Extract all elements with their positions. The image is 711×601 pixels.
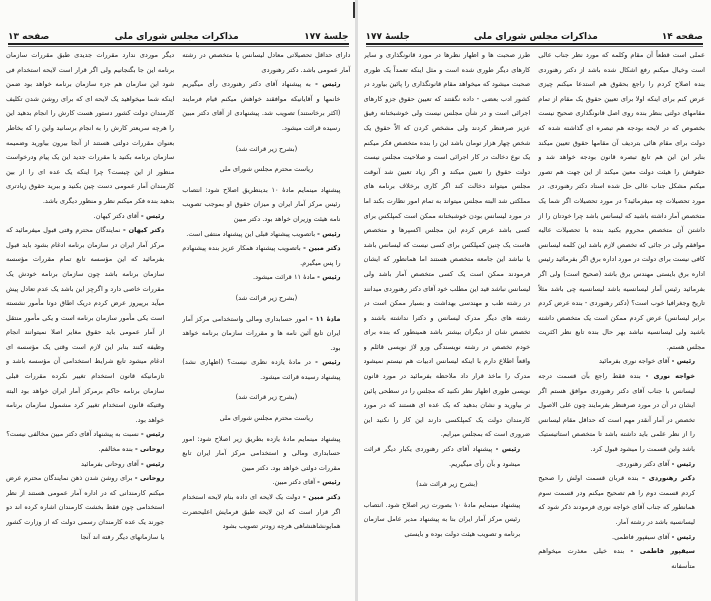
paragraph-text: باتصویب پیشنهاد همکار عزیز بنده پیشنهادم را پس میگیرم. <box>182 244 341 267</box>
left-page-title: مذاکرات مجلس شورای ملی <box>114 32 239 42</box>
speaker-name: رئیس - <box>317 478 341 487</box>
paragraph-text: پیشنهاد آقای دکتر رهنوردی یکبار دیگر قرائت میشود و بآن رأی میگیریم. <box>363 445 521 468</box>
paragraph <box>6 223 174 427</box>
paragraph <box>6 442 174 457</box>
right-session-label: جلسهٔ ۱۷۷ <box>365 32 410 42</box>
right-page-columns <box>364 48 706 595</box>
right-page-right-column <box>538 48 705 595</box>
paragraph-text: (بشرح زیر قرائت شد) <box>235 144 298 153</box>
speaker-name: رئیس - <box>140 211 165 220</box>
paragraph <box>538 354 705 369</box>
paragraph <box>6 427 174 442</box>
paragraph-text: دولت یک لایحه ای داده بنام لایحه استخدام اگر قرار است که این لایحه طبق فرمایش اعلیحضرت همایونشاهنشاهی هرچه زودتر تصویب بشود <box>182 493 341 531</box>
paragraph-text: ریاست محترم مجلس شورای ملی <box>219 414 314 423</box>
right-page-left-column <box>364 48 531 595</box>
speaker-name: رئیس - <box>495 445 521 454</box>
paragraph <box>182 475 350 490</box>
paragraph-text: ریاست محترم مجلس شورای ملی <box>219 165 314 174</box>
paragraph-text: (بشرح زیر قرائت شد) <box>235 293 298 302</box>
paragraph-text: آقای دکتر رهنوردی. <box>616 459 670 468</box>
speaker-name: رئیس - <box>317 229 341 238</box>
speaker-name: مادهٔ ۱۱ - <box>309 314 341 323</box>
speaker-name: رئیس - <box>315 358 341 367</box>
paragraph-text: پیشنهاد مینمایم مادهٔ یازده بطریق زیر اصلاح شود: امور حسابداری ومالی و استخدامی مرکز آمار ایران تابع مقررات دولتی خواهد بود. دکتر مبین <box>182 434 341 472</box>
speaker-name: دکتر مبین - <box>302 493 341 502</box>
paragraph <box>182 241 350 270</box>
paragraph <box>364 442 531 471</box>
paragraph <box>538 457 705 472</box>
paragraph <box>6 48 174 209</box>
right-page <box>357 0 711 601</box>
paragraph <box>182 312 350 356</box>
paragraph-text: بنده قربان قسمت اولش را صحیح کردم قسمت دوم را هم تصحیح میکنم ودر قسمت سوم همانطور که جناب آقای خواجه نوری فرمودند ذکر شود که لیسانسیه باشد در رشته آمار. <box>538 474 695 526</box>
speaker-name: دکتر کیهان - <box>122 226 165 235</box>
header-rule-thin <box>8 46 349 47</box>
paragraph <box>364 498 531 542</box>
left-page-number: صفحه ۱۳ <box>8 32 50 42</box>
paragraph <box>182 432 350 476</box>
header-rule <box>366 43 704 45</box>
paragraph-text: دیگر موردی ندارد مقررات جدیدی طبق مقررات سازمان برنامه این جا بگنجانیم ولی اگر قرار است لایحه استخدام فی شود این سازمان هم جزء سازمان برنامه خواهد بود ضمن اینکه شما میخواهید یک لایحه ای که برای روشن شدن تکلیف کارمندان دولت کشور دستور هست کارش را انجام بدهید این را هرچه سریعتر کارش را به انجام برسانید واین را که بخاطر بعنوان مقررات دولتی هستند از آنجا بیرون بیاورید وضمیمه سازمان برنامه بکنید با مقررات جدید این یک پیام ودرخواست منظور از این چیست؟ چرا اینکه یک عده ای را از بین کارمندان آمار عمومی دست چین بکنید و ببرید حقوق زیادتری بدهید بنده فکر میکنم نظر و منظور دیگری باشد. <box>6 51 175 205</box>
paragraph-text: آقای روحانی بفرمائید <box>81 459 139 468</box>
paragraph <box>538 48 705 354</box>
paragraph <box>182 227 350 242</box>
left-page-right-column <box>182 48 350 595</box>
speaker-name: دکتر رهنوردی - <box>642 474 695 483</box>
paragraph-text: بنده خیلی معذرت میخواهم متأسفانه <box>538 547 695 570</box>
right-page-title: مذاکرات مجلس شورای ملی <box>473 32 598 42</box>
speaker-name: رئیس - <box>671 357 695 366</box>
paragraph-text: نسبت به پیشنهاد آقای دکتر مبین مخالفی نیست؟ <box>6 430 139 439</box>
right-page-number: صفحه ۱۴ <box>661 32 703 42</box>
speaker-name: روحانی - <box>134 474 165 483</box>
speaker-name: رئیس - <box>317 273 341 282</box>
left-page-header <box>8 30 349 44</box>
right-page-header <box>366 30 704 44</box>
paragraph <box>182 270 350 285</box>
paragraph-text: (بشرح زیر قرائت شد) <box>235 393 298 402</box>
speaker-name: سیفپور فاطمی - <box>630 547 695 556</box>
paragraph <box>538 544 705 573</box>
paragraph-text: آقای دکتر مبین. <box>272 478 316 487</box>
speaker-name: رئیس - <box>671 532 695 541</box>
page-gutter <box>355 0 358 601</box>
paragraph-text: به پیشنهاد آقای دکتر رهنوردی رأی میگیریم خانمها و آقایانیکه موافقند خواهش میکنم قیام فرمایند (اکثر برخاستند) تصویب شد. پیشنهادی از آقای دکتر مبین رسیده قرائت میشود. <box>182 80 341 132</box>
paragraph <box>538 471 705 529</box>
left-page-columns <box>6 48 351 595</box>
speaker-name: دکتر مبین - <box>303 244 341 253</box>
paragraph <box>182 48 350 77</box>
gutter-mark <box>353 2 355 18</box>
paragraph-text: مادهٔ ۱۱ قرائت میشود. <box>252 273 316 282</box>
centered-heading <box>182 291 350 306</box>
paragraph-text: برای روشن شدن ذهن نمایندگان محترم عرض میکنم کارمندانی که در اداره آمار عمومی هستند از نظر استخدامی چون فقط بخشت کارمندان اشاره کرده اند دو جورند یک عده کارمندان رسمی دولت که از وزارت کشور یا سازمانهای دیگر رفته اند آنجا <box>6 474 165 541</box>
centered-heading <box>182 162 350 177</box>
header-rule <box>8 43 349 45</box>
speaker-name: رئیس - <box>671 459 695 468</box>
paragraph-text: طرز صحبت ها و اظهار نظرها در مورد قانونگذاری و سایر کارهای دیگر طوری شده است و مثل اینکه تعمداً یک طوری صحبت میشود که میخواهد مقام قانونگذاری را پائین بیاورد در کشور ادب بعضی - داده نگفتند که تعیین حقوق جزو کارهای اجرائی است و در شأن مجلس نیست ولی خوشبختانه رفیق عزیز صرفنظر کردند ولی مشخص کردن که الاّ حقوق یک شخص چهار هزار تومان باشد این را بنده متخصص فکر میکنم یک نوع دخالت در کار اجرائی است و صلاحیت مجلس نیست دولت حقوق را تعیین میکند و اگر زیاد تعیین شد آنوقت مجلس میتواند دخالت کند اگر کاری برخلاف برنامه های مملکتی شد البته مجلس میتواند به تمام امور نظارت بکند اما در مورد لیسانس بودن خوشبختانه ممکن است کمپلکس برای کسی باشد عرض کردم این مجلس اکسپرها و متخصص هاست یک چنین کمپلکس برای کسی نیست که لیسانس باشد یا نباشد این جامعه متخصص هستند اما همانطور که ایشان فرمودند ممکن است یک کسی متخصص آمار باشد ولی لیسانس نباشد قید این مطلب خود آقای دکتر رهنوردی میدانند در رشته طب و مهندسی بهداشت و بسیار ممکن است در رشته های دیگر مدرک لیسانس و دکترا نداشته باشند و تخصص شان از دیگران بیشتر باشد همینطور که بنده برای خودم تخصص در رشته نویسندگی ورو لاژ نویسی قائلم و واقعاً اطلاع دارم با اینکه لیسانس ادبیات هم نیستم نمیشود مدرک را ماخذ قرار داد ملاحظه بفرمائید در مورد قانون نویسی طوری اظهار نظر نکنید که مجلس را در سطحی پائین تر بیاورید و نشان بدهید که یک عده ای هستند که در مورد کارمندان دولت یک کمپلکسی دارند این کار را نکنید این ضروری است که بمجلس میرایم. <box>363 51 531 439</box>
paragraph-text: بنده فقط راجع بآن قسمت درجه لیسانس با جناب آقای دکتر رهنوردی موافق هستم اگر ایشان در آن در مورد صرفنظر بفرمایند چون علی الاصول تخصص در آمار آنقدر مهم است که حداقل مقام لیسانس را از نظر علمی باید داشته باشد تا متخصص استاتیستیک باشد واین قسمت را میشود قبول کرد. <box>538 372 695 454</box>
paragraph-text: بنده مخالفم. <box>98 445 133 454</box>
speaker-name: رئیس - <box>140 459 165 468</box>
paragraph-text: در مادهٔ یازده نظری نیست؟ (اظهاری نشد) پیشنهاد رسیده قرائت میشود. <box>182 358 341 381</box>
paragraph-text: آقای دکتر کیهان. <box>93 211 139 220</box>
paragraph-text: دارای حداقل تحصیلاتی معادل لیسانس یا متخصص در رشته آمار عمومی باشد. دکتر رهنوردی <box>182 51 351 74</box>
speaker-name: خواجه نوری - <box>645 372 695 381</box>
paragraph-text: باتصویب پیشنهاد قبلی این پیشنهاد منتفی است. <box>186 229 316 238</box>
paragraph <box>182 490 350 534</box>
paragraph <box>364 48 531 442</box>
paragraph-text: عملی است قطعاً آن مقام وکلمه که مورد نظر جناب عالی است وخیال میکنم رفع اشکال شده باشد از دکتر رهنوردی بنده اصلاح کردم را راجع بحقوق هم استدعا میکنم چیزی عرض کنم برای اینکه اولا برای تعیین حقوق یک مقام از تمام مقامهای دولتی بنظر بنده روی اصل قانونگذاری صحیح نیست بخصوص که در لایحه بودجه هم تبصره ای گذاشته شده که دولت برای مقام هائی بتردیف آن مقامها حقوق تعیین میکند بنابر این این هم تابع تبصره قانون بودجه خواهد شد و حقوقش را هیئت دولت معین میکند از این جهت هم تصور میکنم مشکل جناب عالی حل شده استاد دکتر رهنوردی. در مورد تحصیلات چه میفرمائید؟ در مورد تحصیلات اگر شما یک متخصص آمار داشته باشید که لیسانس باشد چرا خودتان را از داشتن آن متخصص محروم بکنید بنده با تحصیلات عالیه موافقم ولی در جائی که تخصص لازم باشد این کلمه لیسانس کافی نیست برای دولت در مورد اداره برق اگر بفرمائید رئیس اداره برق بایستی مهندس برق باشد (صحیح است) ولی اگر بفرمائید رئیس آمار لیسانسیه باشد لیسانسیه چی باشد مثلاً تاریخ وجغرافیا خوب است؟ (دکتر رهنوردی - بنده عرض کردم برابر لیسانس) عرض کردم ممکن است یک متخصص داشته باشید ولی لیسانسیه نباشد بهر حال بنده تابع نظر اکثریت مجلس هستم. <box>538 51 705 351</box>
paragraph-text: آقای سیفپور فاطمی. <box>611 532 670 541</box>
speaker-name: رئیس - <box>315 80 341 89</box>
paragraph-text: نمایندگان محترم وقتی قبول میفرمائید که مرکز آمار ایران در سازمان برنامه ادغام بشود باید قبول بفرمائید که این مؤسسه تابع تمام مقررات مؤسسه سازمان برنامه باشد چون سازمان برنامه خودش یک مقررات خاصی دارد و اگرچز این باشد یک عدم تعادل پیش میآید برپیروز عرض کردم دریک اطاق دوتا مأمور نشسته است یکی مأمور سازمان برنامه است و یکی مأمور منتقل از آمار عمومی باید حقوق مغایر اصلا نمیتوانند انجام وظیفه کنند بنابر این لازم است وقتی یک مؤسسه ای ادغام میشود تابع شرایط استخدامی آن مؤسسه باشد و تازمانیکه قانون استخدام تغییر نکرده مقررات قبلی سازمان برنامه حاکم برمرکز آمار ایران خواهد بود البته وقتیکه قانون استخدام تغییر کرد مشمول سازمان برنامه خواهد بود. <box>6 226 165 424</box>
centered-heading <box>364 477 531 492</box>
paragraph <box>6 457 174 472</box>
paragraph-text: پیشنهاد مینمایم مادهٔ ۱۰ بصورت زیر اصلاح شود. انتصاب رئیس مرکز آمار ایران بنا به پیشنهاد مدیر عامل سازمان برنامه و تصویب هیئت دولت بوده و بایستی <box>363 500 521 538</box>
header-rule-thin <box>366 46 704 47</box>
paragraph <box>538 530 705 545</box>
speaker-name: رئیس - <box>140 430 165 439</box>
paragraph-text: آقای خواجه نوری بفرمائید <box>598 357 670 366</box>
paragraph <box>182 77 350 135</box>
centered-heading <box>182 142 350 157</box>
speaker-name: روحانی - <box>134 445 165 454</box>
paragraph <box>6 471 174 544</box>
paragraph <box>6 209 174 224</box>
paragraph-text: پیشنهاد مینمایم مادهٔ ۱۰ بدینطریق اصلاح شود: انتصاب رئیس مرکز آمار ایران و میزان حقوق او بموجب تصویب نامه هیئت وزیران خواهد بود. دکتر مبین <box>182 185 341 223</box>
centered-heading <box>182 411 350 426</box>
paragraph-text: (بشرح زیر قرائت شد) <box>416 480 478 489</box>
centered-heading <box>182 390 350 405</box>
paragraph <box>182 355 350 384</box>
left-page-left-column <box>6 48 174 595</box>
left-session-label: جلسهٔ ۱۷۷ <box>304 32 349 42</box>
paragraph-text: امور حسابداری ومالی واستخدامی مرکز آمار ایران تابع آئین نامه ها و مقررات سازمان برنامه خواهد بود. <box>182 314 341 352</box>
paragraph <box>182 183 350 227</box>
paragraph <box>538 369 705 457</box>
